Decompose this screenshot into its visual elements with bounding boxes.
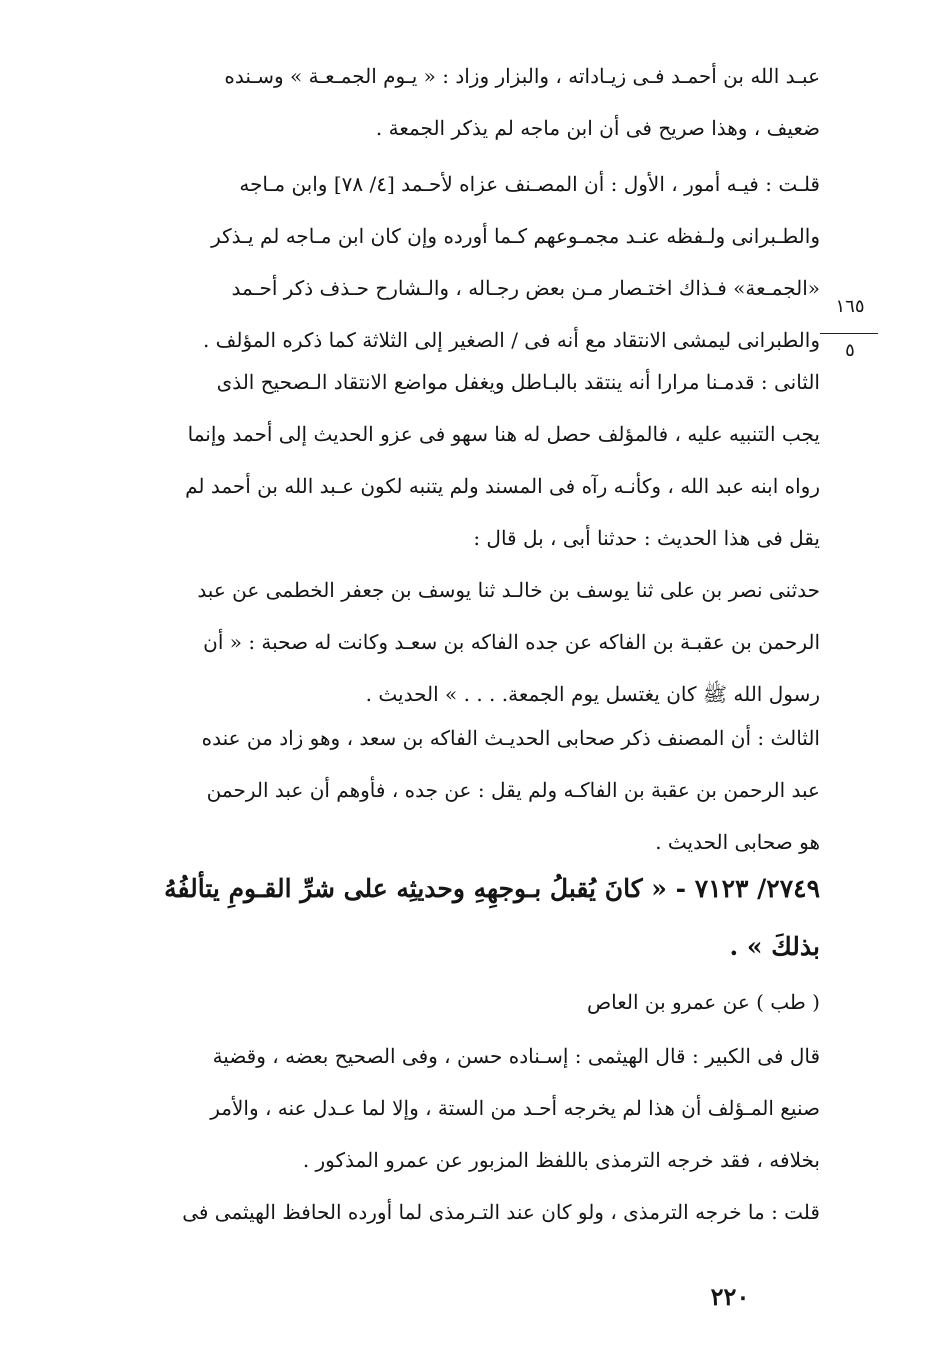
text-line: صنيع المـؤلف أن هذا لم يخرجه أحـد من الستة ، وإلا لما عـدل عنه ، والأمر — [210, 1096, 820, 1120]
text-line: قلت : ما خرجه الترمذى ، ولو كان عند التـرمذى لما أورده الحافظ الهيثمى فى — [182, 1200, 820, 1224]
paragraph-second-point — [108, 356, 820, 564]
text-line: ضعيف ، وهذا صريح فى أن ابن ماجه لم يذكر الجمعة . — [375, 116, 820, 140]
text-line: عبـد الله بن أحمـد فـى زيـاداته ، والبزار وزاد : « يـوم الجمـعـة » وسـنده — [224, 64, 820, 88]
paragraph-third-point — [108, 712, 820, 868]
hadith-text-line: بذلكَ » . — [729, 932, 820, 961]
text-line: ( طب ) عن عمرو بن العاص — [586, 990, 820, 1014]
text-line: يجب التنبيه عليه ، فالمؤلف حصل له هنا سهو فى عزو الحديث إلى أحمد وإنما — [187, 422, 820, 446]
text-line: حدثنى نصر بن على ثنا يوسف بن خالـد ثنا يوسف بن جعفر الخطمى عن عبد — [197, 578, 820, 602]
paragraph-isnad — [108, 564, 820, 720]
text-line: رواه ابنه عبد الله ، وكأنـه رآه فى المسند ولم يتنبه لكون عـبد الله بن أحمد لم — [185, 474, 820, 498]
paragraph-continuation — [108, 50, 820, 154]
hadith-text-line: ٢٧٤٩/ ٧١٢٣ - « كانَ يُقبلُ بـوجهِهِ وحديثِه على شرِّ القـومِ يتألفُهُ — [164, 874, 820, 903]
hadith-entry — [108, 860, 820, 976]
paragraph-commentary — [108, 1030, 820, 1186]
paragraph-response — [108, 1186, 820, 1238]
margin-volume-page-number: ١٦٥ — [835, 296, 865, 317]
text-line: هو صحابى الحديث . — [655, 830, 820, 854]
text-line: الثانى : قدمـنا مرارا أنه ينتقد بالبـاطل ويغفل مواضع الانتقاد الـصحيح الذى — [216, 370, 820, 394]
margin-divider — [820, 333, 878, 334]
page-number: ٢٢٠ — [710, 1282, 750, 1311]
hadith-source — [108, 976, 820, 1028]
text-line: بخلافه ، فقد خرجه الترمذى باللفظ المزبور عن عمرو المذكور . — [302, 1148, 820, 1172]
text-line: «الجمـعة» فـذاك اختـصار مـن بعض رجـاله ، والـشارح حـذف ذكر أحـمد — [231, 276, 820, 300]
margin-line-number: ٥ — [845, 340, 855, 361]
text-line: رسول الله ﷺ كان يغتسل يوم الجمعة. . . . » الحديث . — [365, 682, 820, 706]
text-line: الثالث : أن المصنف ذكر صحابى الحديـث الفاكه بن سعد ، وهو زاد من عنده — [201, 726, 820, 750]
text-line: قال فى الكبير : قال الهيثمى : إسـناده حسن ، وفى الصحيح بعضه ، وقضية — [212, 1044, 820, 1068]
text-line: يقل فى هذا الحديث : حدثنا أبى ، بل قال : — [473, 526, 820, 550]
text-line: قلـت : فيـه أمور ، الأول : أن المصـنف عزاه لأحـمد [٤/ ٧٨] وابن مـاجه — [239, 172, 820, 196]
text-line: عبد الرحمن بن عقبة بن الفاكـه ولم يقل : عن جده ، فأوهم أن عبد الرحمن — [206, 778, 820, 802]
paragraph-first-point — [108, 158, 820, 366]
text-line: والطـبرانى ولـفظه عنـد مجمـوعهم كـما أورده وإن كان ابن مـاجه لم يـذكر — [211, 224, 820, 248]
text-line: الرحمن بن عقبـة بن الفاكه عن جده الفاكه بن سعـد وكانت له صحبة : « أن — [203, 630, 820, 654]
text-line: والطبرانى ليمشى الانتقاد مع أنه فى / الصغير إلى الثلاثة كما ذكره المؤلف . — [202, 328, 820, 352]
